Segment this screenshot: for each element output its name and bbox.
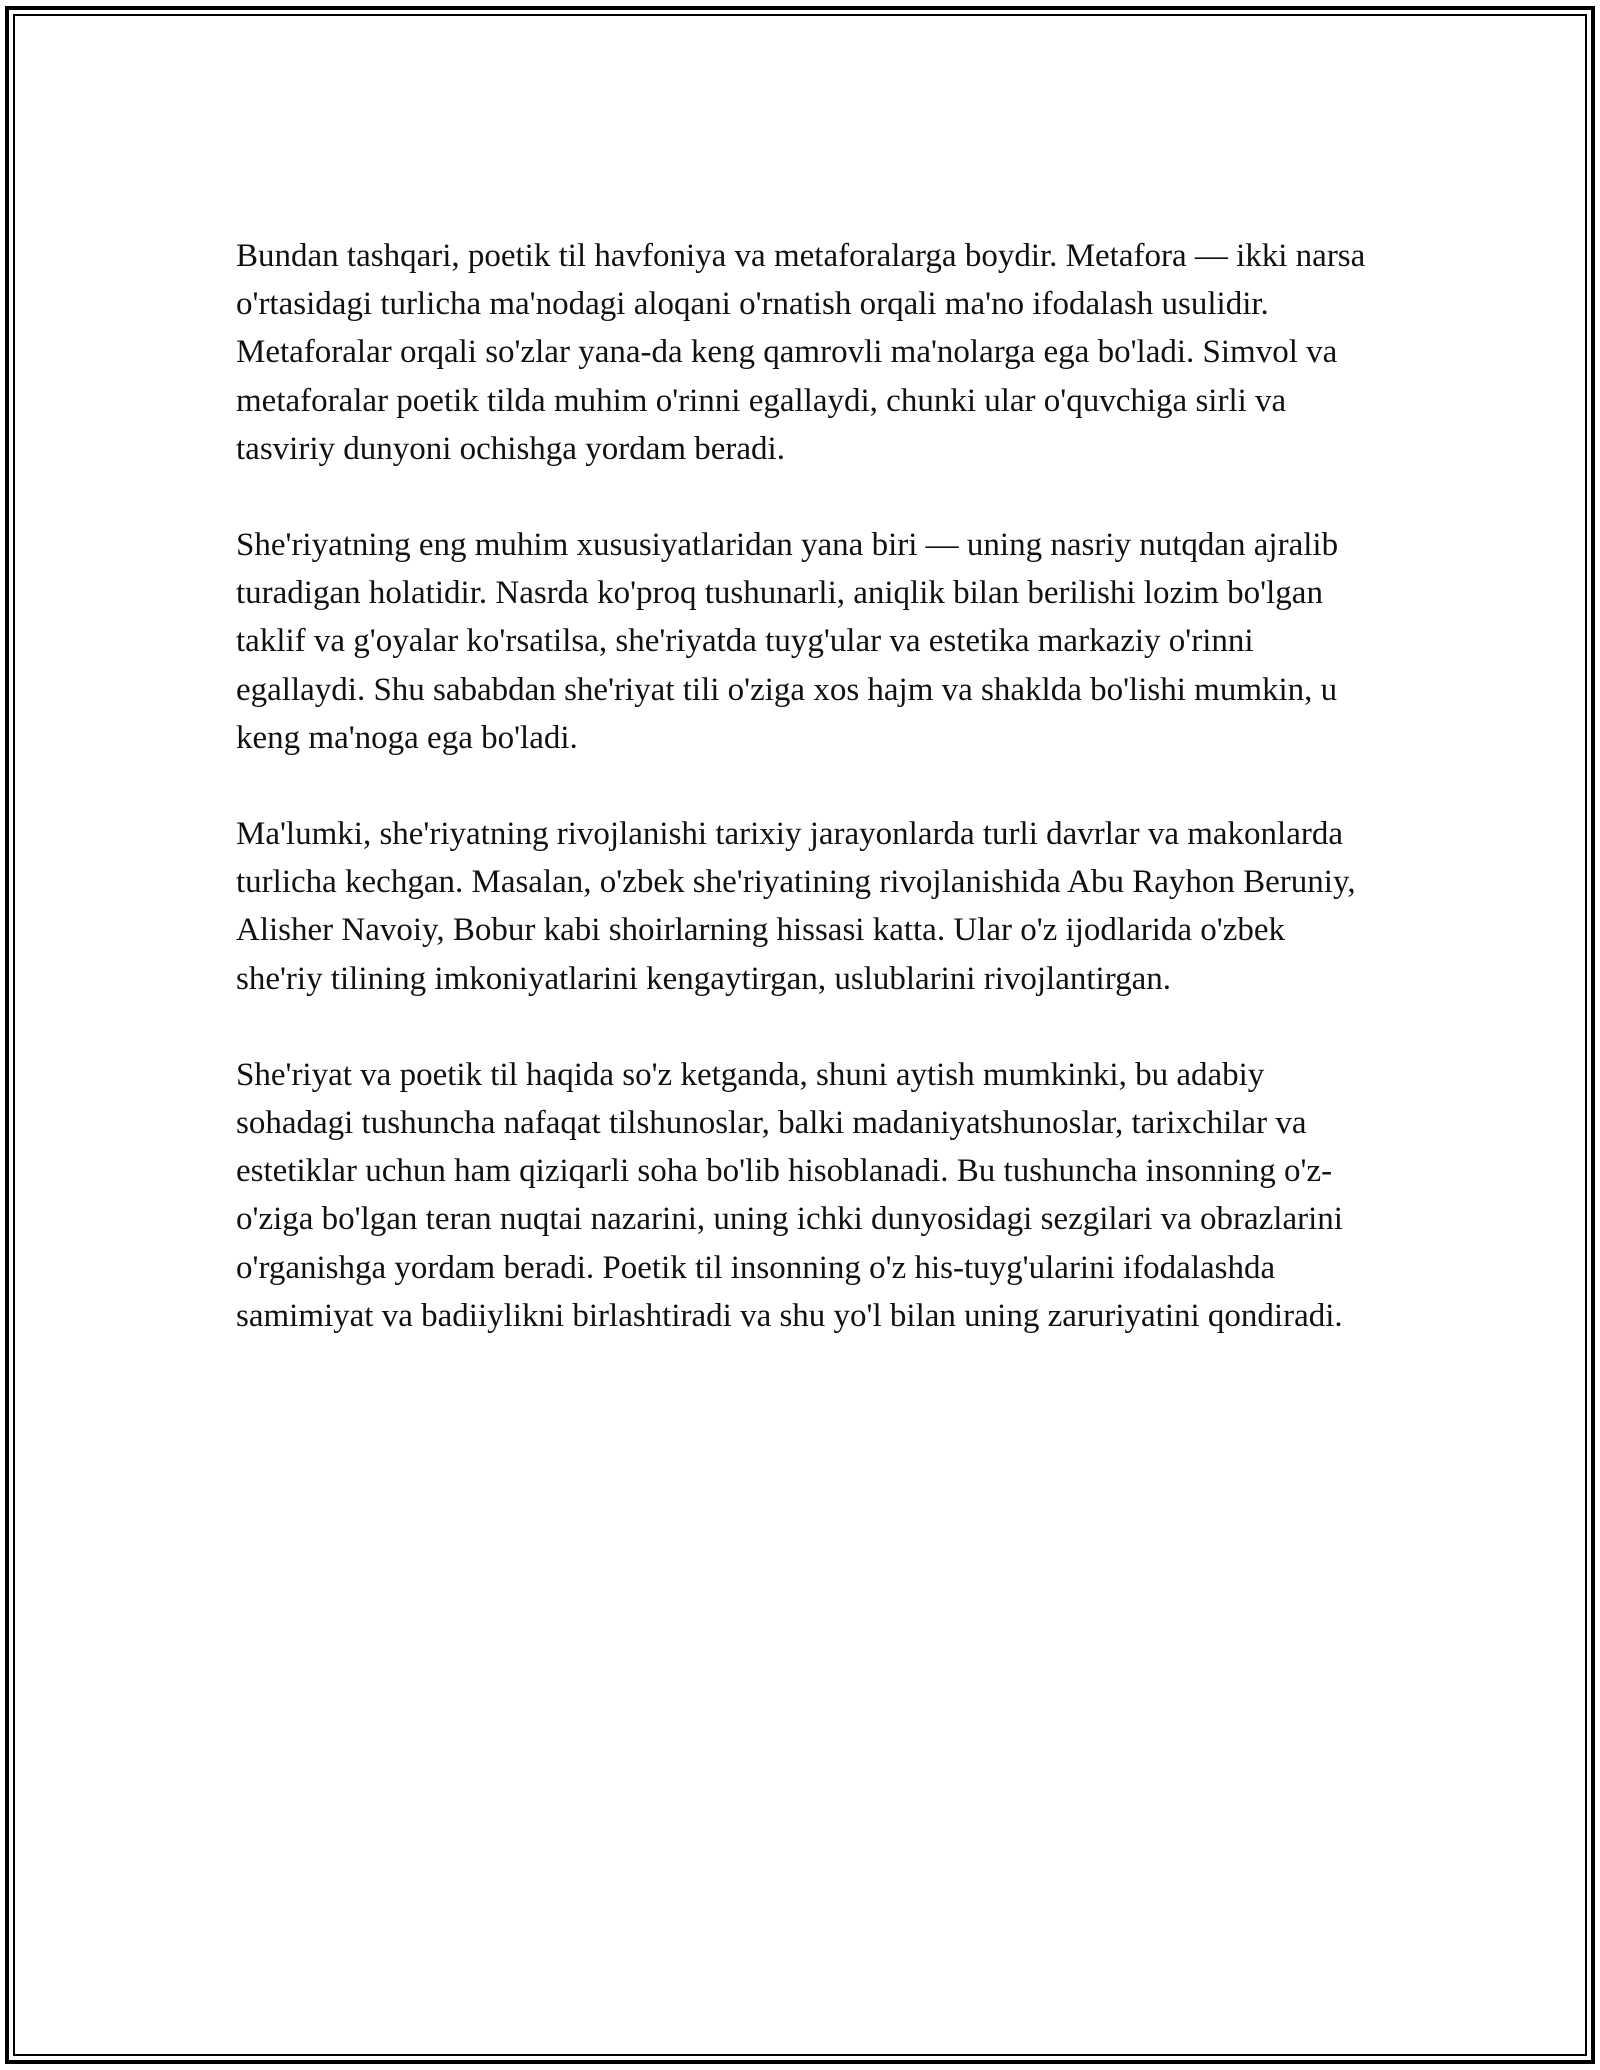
paragraph-2: She'riyatning eng muhim xususiyatlaridan yana biri — uning nasriy nutqdan ajralib turadigan holatidir. Nasrda ko'proq tushunarli, aniqlik bilan berilishi lozim bo'lgan taklif va g'oyalar ko'rsatilsa, she'riyatda tuyg'ular va estetika markaziy o'rinni egallaydi. Shu sababdan she'riyat tili o'ziga xos hajm va shaklda bo'lishi mumkin, u keng ma'noga ega bo'ladi. [236,527,1339,756]
paragraph-4: She'riyat va poetik til haqida so'z ketganda, shuni aytish mumkinki, bu adabiy sohadagi tushuncha nafaqat tilshunoslar, balki madaniyatshunoslar, tarixchilar va estetiklar uchun ham qiziqarli soha bo'lib hisoblanadi. Bu tushuncha insonning o'z-o'ziga bo'lgan teran nuqtai nazarini, uning ichki dunyosidagi sezgilari va obrazlarini o'rganishga yordam beradi. Poetik til insonning o'z his-tuyg'ularini ifodalashda samimiyat va badiiylikni birlashtiradi va shu yo'l bilan uning zaruriyatini qondiradi. [236,1056,1343,1334]
paragraph-3: Ma'lumki, she'riyatning rivojlanishi tarixiy jarayonlarda turli davrlar va makonlarda turlicha kechgan. Masalan, o'zbek she'riyatining rivojlanishida Abu Rayhon Beruniy, Alisher Navoiy, Bobur kabi shoirlarning hissasi katta. Ular o'z ijodlarida o'zbek she'riy tilining imkoniyatlarini kengaytirgan, uslublarini rivojlantirgan. [236,816,1356,997]
document-body [236,232,1366,1388]
paragraph-1: Bundan tashqari, poetik til havfoniya va metaforalarga boydir. Metafora — ikki narsa o'rtasidagi turlicha ma'nodagi aloqani o'rnatish orqali ma'no ifodalash usulidir. Metaforalar orqali so'zlar yana-da keng qamrovli ma'nolarga ega bo'ladi. Simvol va metaforalar poetik tilda muhim o'rinni egallaydi, chunki ular o'quvchiga sirli va tasviriy dunyoni ochishga yordam beradi. [236,238,1366,467]
